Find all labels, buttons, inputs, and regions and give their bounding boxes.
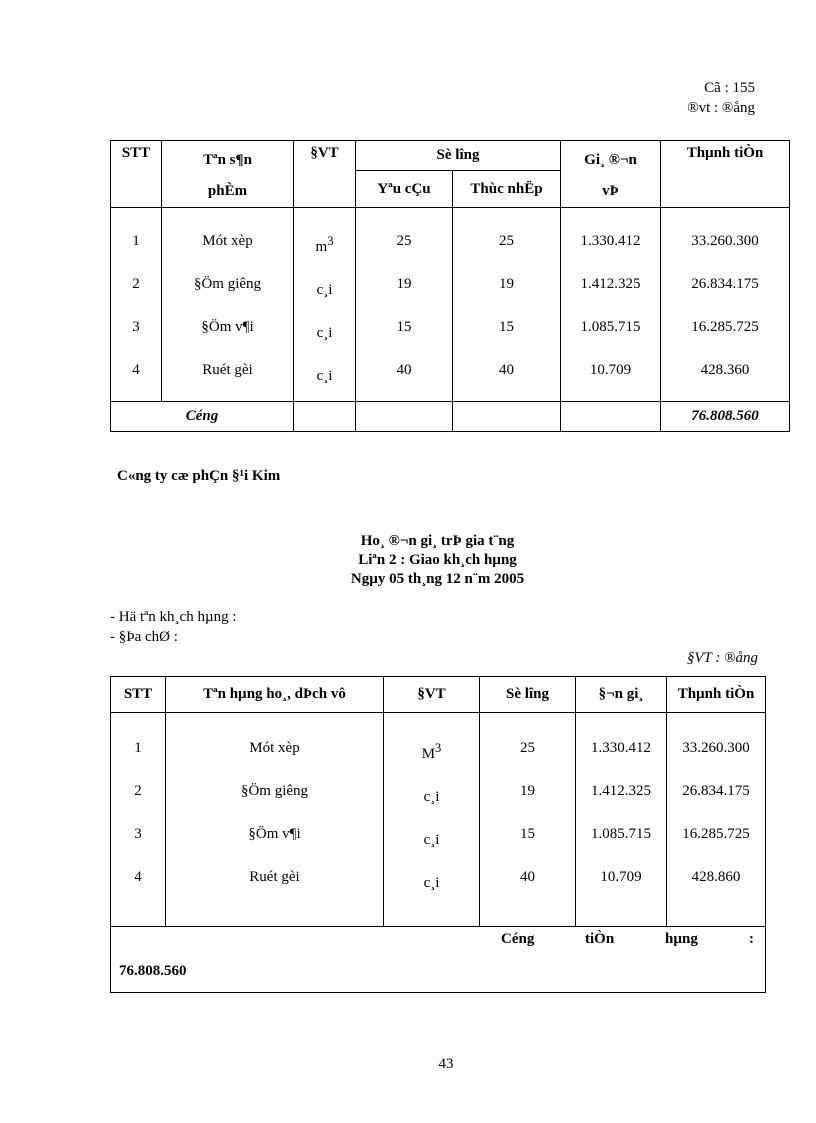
- table-row-name: Mót xèp: [249, 740, 300, 756]
- col-unit: [384, 713, 480, 927]
- total-word-4: :: [749, 931, 754, 947]
- customer-name-label: - Hä tªn kh¸ch hµng :: [110, 609, 237, 625]
- header-product-name: Tªn s¶n phÈm: [162, 141, 294, 208]
- header-unit-price: §¬n gi¸: [576, 677, 667, 713]
- header-unit: §VT: [384, 677, 480, 713]
- header-quantity: Sè lîng: [480, 677, 576, 713]
- table-row-name: Ruét gèi: [249, 869, 300, 885]
- header-quantity: Sè lîng: [356, 141, 561, 171]
- table-row-stt: 1: [132, 233, 140, 249]
- total-word-1: Céng: [501, 931, 535, 947]
- company-name: C«ng ty cæ phÇn §¹i Kim: [117, 468, 281, 484]
- header-total: Thµnh tiÒn: [661, 141, 790, 208]
- header-unit-price: Gi¸ ®¬n vÞ: [561, 141, 661, 208]
- invoice-copy: Liªn 2 : Giao kh¸ch hµng: [358, 552, 517, 568]
- header-total: Thµnh tiÒn: [667, 677, 766, 713]
- invoice-total-amount: 76.808.560: [119, 963, 187, 979]
- account-code: Cã : 155: [704, 80, 755, 96]
- col-name: [166, 713, 384, 927]
- col-quantity: 25 19 15 40: [480, 713, 576, 927]
- table-row-name: Ruét gèi: [202, 362, 253, 378]
- header-unit: §VT: [294, 141, 356, 208]
- invoice-title: [230, 532, 645, 589]
- table-row-unit: $m^3$: [315, 234, 334, 255]
- table-row-stt: 2: [132, 276, 140, 292]
- col-total: 33.260.300 26.834.175 16.285.725 428.860: [667, 713, 766, 927]
- col-stt: [111, 713, 166, 927]
- table-row-stt: 3: [132, 319, 140, 335]
- total-word-3: hµng: [665, 931, 698, 947]
- invoice-total-row: [111, 927, 766, 993]
- table-row-stt: 4: [132, 362, 140, 378]
- total-label: Céng: [111, 402, 294, 432]
- invoice-title-main: Ho¸ ®¬n gi¸ trÞ gia t¨ng: [360, 533, 515, 549]
- col-qty-required: 25 19 15 40: [356, 208, 453, 402]
- table-row-unit: c¸i: [316, 325, 333, 341]
- table-row-unit: c¸i: [316, 282, 333, 298]
- invoice-date: Ngµy 05 th¸ng 12 n¨m 2005: [350, 571, 525, 587]
- table-row-name: §Öm giêng: [193, 276, 262, 292]
- table-row-unit: c¸i: [423, 875, 440, 891]
- table2-unit-note: §VT : ®ång: [686, 650, 758, 666]
- table-row-name: §Öm v¶i: [248, 826, 301, 842]
- receipt-table: [110, 140, 790, 432]
- document-meta: [560, 78, 755, 118]
- header-goods-name: Tªn hµng ho¸, dÞch vô: [166, 677, 384, 713]
- currency-unit: ®vt : ®ång: [687, 100, 755, 116]
- col-stt: [111, 208, 162, 402]
- invoice-table: [110, 676, 766, 993]
- table-row-stt: 4: [134, 869, 142, 885]
- table-row-unit: c¸i: [316, 368, 333, 384]
- col-unit-price: 1.330.412 1.412.325 1.085.715 10.709: [561, 208, 661, 402]
- col-total: 33.260.300 26.834.175 16.285.725 428.360: [661, 208, 790, 402]
- table-row-name: Mót xèp: [202, 233, 253, 249]
- header-stt: STT: [111, 677, 166, 713]
- table-row-name: §Öm giêng: [240, 783, 309, 799]
- table-row-name: §Öm v¶i: [201, 319, 254, 335]
- col-unit: [294, 208, 356, 402]
- grand-total: 76.808.560: [661, 402, 790, 432]
- table-row-unit: $M^3$: [421, 741, 442, 762]
- table-row-unit: c¸i: [423, 832, 440, 848]
- header-stt: STT: [111, 141, 162, 208]
- header-qty-actual: Thùc nhËp: [453, 171, 561, 208]
- col-unit-price: 1.330.412 1.412.325 1.085.715 10.709: [576, 713, 667, 927]
- table-row-stt: 2: [134, 783, 142, 799]
- table-row-stt: 3: [134, 826, 142, 842]
- col-qty-actual: 25 19 15 40: [453, 208, 561, 402]
- total-word-2: tiÒn: [585, 931, 615, 947]
- table-row-stt: 1: [134, 740, 142, 756]
- header-qty-required: Yªu cÇu: [356, 171, 453, 208]
- col-name: [162, 208, 294, 402]
- customer-address-label: - §Þa chØ :: [110, 629, 178, 645]
- page-number: 43: [438, 1056, 454, 1072]
- table-row-unit: c¸i: [423, 789, 440, 805]
- customer-info: [110, 607, 237, 647]
